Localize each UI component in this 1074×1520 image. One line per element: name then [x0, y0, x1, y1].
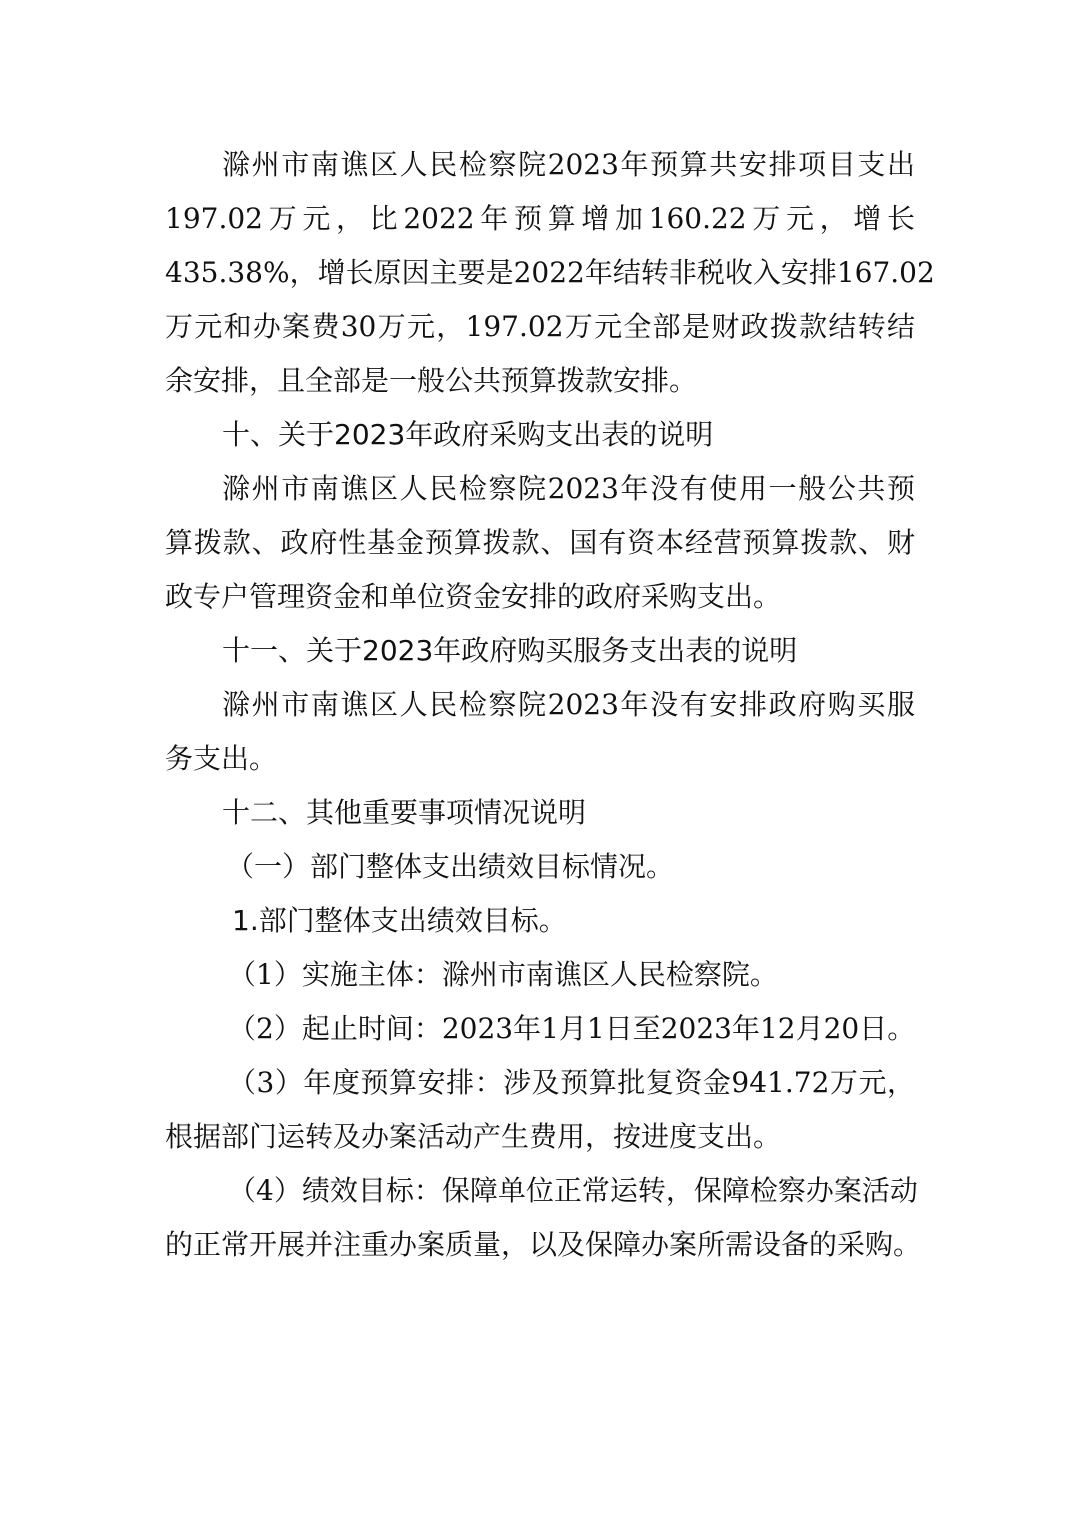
- paragraph-line: 滁州市南谯区人民检察院2023年没有安排政府购买服: [222, 688, 915, 721]
- paragraph-line: 余安排，且全部是一般公共预算拨款安排。: [165, 364, 698, 397]
- list-item: （3）年度预算安排：涉及预算批复资金941.72万元，: [228, 1066, 915, 1099]
- list-item: （1）实施主体：滁州市南谯区人民检察院。: [228, 958, 778, 991]
- section-heading: 十一、关于2023年政府购买服务支出表的说明: [222, 634, 798, 667]
- paragraph-line: 万元和办案费30万元，197.02万元全部是财政拨款结转结: [165, 310, 915, 343]
- paragraph-line: 滁州市南谯区人民检察院2023年没有使用一般公共预: [222, 472, 915, 505]
- paragraph-line: 435.38%，增长原因主要是2022年结转非税收入安排167.02: [165, 256, 935, 289]
- paragraph-line: 197.02万元，比2022年预算增加160.22万元，增长: [165, 202, 915, 235]
- paragraph-line: 根据部门运转及办案活动产生费用，按进度支出。: [165, 1120, 782, 1153]
- paragraph-line: 政专户管理资金和单位资金安排的政府采购支出。: [165, 580, 782, 613]
- sub-heading: （一）部门整体支出绩效目标情况。: [226, 850, 675, 883]
- paragraph-line: 滁州市南谯区人民检察院2023年预算共安排项目支出: [222, 148, 915, 181]
- section-heading: 十、关于2023年政府采购支出表的说明: [222, 418, 714, 451]
- list-item: （4）绩效目标：保障单位正常运转，保障检察办案活动: [228, 1174, 918, 1207]
- sub-heading: 1.部门整体支出绩效目标。: [232, 904, 567, 937]
- section-heading: 十二、其他重要事项情况说明: [222, 796, 587, 829]
- paragraph-line: 务支出。: [165, 742, 278, 775]
- list-item: （2）起止时间：2023年1月1日至2023年12月20日。: [228, 1012, 916, 1045]
- paragraph-line: 的正常开展并注重办案质量，以及保障办案所需设备的采购。: [165, 1228, 922, 1261]
- paragraph-line: 算拨款、政府性基金预算拨款、国有资本经营预算拨款、财: [165, 526, 915, 559]
